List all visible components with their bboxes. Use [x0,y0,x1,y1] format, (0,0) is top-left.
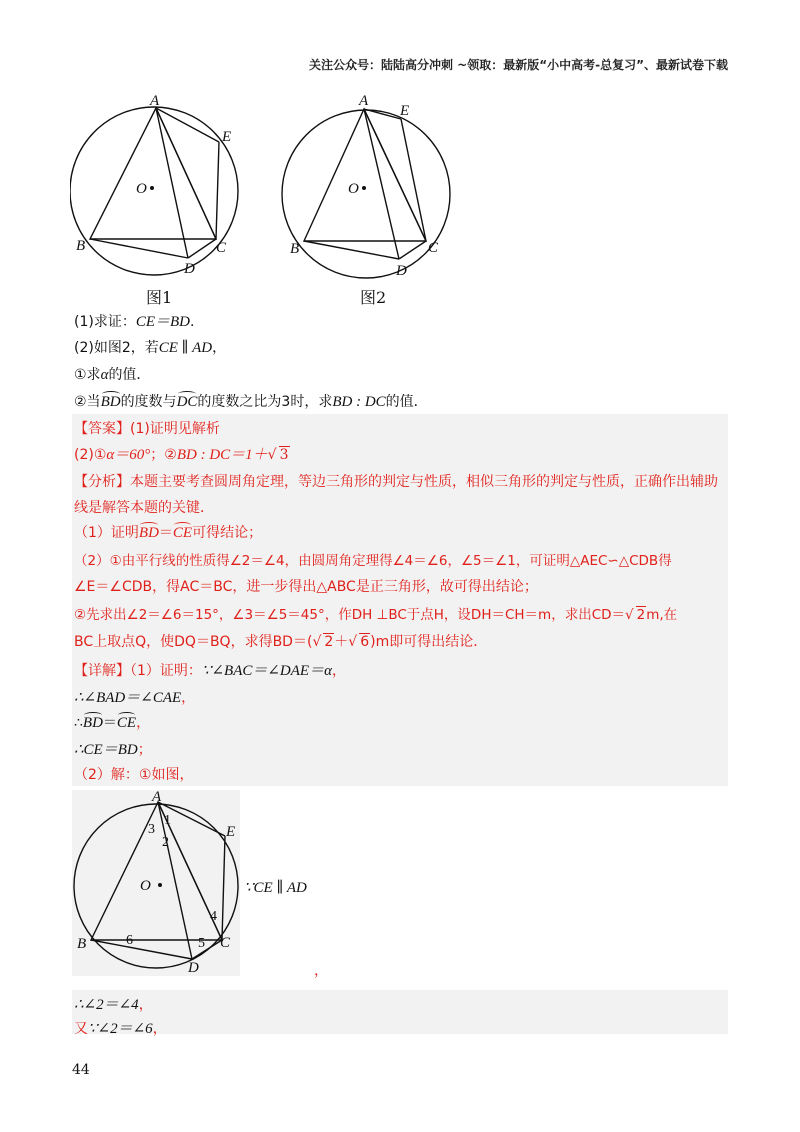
stray-comma: ， [314,963,328,979]
fig3-label-e: E [226,824,236,840]
fig3-angle-3: 3 [148,822,155,837]
analysis-line-7: BC上取点Q，使DQ＝BQ，求得BD＝(√ 2＋√ 6)m即可得出结论． [74,634,488,650]
fig3-label-b: B [77,936,87,952]
detail-line-7: 又∵∠2＝∠6， [74,1021,167,1037]
detail-line-5: （2）解：①如图， [74,767,194,783]
fig3-angle-1: 1 [164,813,171,828]
fig2-label-e: E [400,103,410,119]
detail-line-1: 【详解】（1）证明：∵∠BAC＝∠DAE＝α， [74,663,346,679]
fig1-triangle-abc [90,108,216,239]
fig2-label-b: B [290,241,300,257]
figure-1 [70,107,238,275]
question-2b: ②当BD的度数与DC的度数之比为3时，求BD : DC的值． [74,394,428,410]
fig3-angle-6: 6 [126,933,133,948]
fig1-line-ac [156,108,216,239]
fig3-angle-2: 2 [162,835,169,850]
fig2-line-ac [364,109,426,241]
detail-line-4: ∴CE＝BD； [74,742,152,758]
fig3-label-d: D [188,960,199,976]
fig1-line-dc [188,239,216,258]
fig2-label-d: D [396,263,407,279]
fig1-center-dot [150,186,154,190]
analysis-line-5: ∠E＝∠CDB，得AC＝BC，进一步得出△ABC是正三角形，故可得出结论； [74,579,538,595]
question-1: (1)求证：CE＝BD. [74,314,195,330]
fig2-line-ec [401,119,426,241]
fig2-label-c: C [428,240,439,256]
fig2-triangle-abc [304,109,426,241]
detail-line-3: ∴BD＝CE， [74,715,151,731]
fig1-label-o: O [136,181,147,197]
solution-shade-lower [72,990,728,1034]
question-2a: ①求α的值． [74,367,151,383]
fig2-label-a: A [359,93,369,109]
answer-line-2: (2)①α＝60°；②BD : DC＝1＋√ 3 [74,447,289,463]
analysis-line-1: 【分析】本题主要考查圆周角定理，等边三角形的判定与性质，相似三角形的判定与性质，正确作出辅助 [74,474,718,490]
fig2-line-bd [304,241,399,259]
analysis-line-3: （1）证明BD＝CE可得结论； [74,525,263,541]
figure-3-panel [72,790,240,976]
fig2-line-ad [364,109,399,259]
answer-line-1: 【答案】(1)证明见解析 [74,421,220,437]
circle-figures [70,92,490,307]
analysis-line-4: （2）①由平行线的性质得∠2＝∠4，由圆周角定理得∠4＝∠6，∠5＝∠1，可证明△AEC∽△CDB得 [74,553,672,569]
detail-line-2: ∴∠BAD＝∠CAE， [74,690,196,706]
fig1-caption: 图1 [146,288,173,307]
fig1-line-ad [156,108,188,258]
fig3-angle-4: 4 [210,909,217,924]
detail-line-6: ∴∠2＝∠4， [74,997,153,1013]
page-number: 44 [72,1062,90,1078]
fig2-center-dot [362,186,366,190]
fig1-label-c: C [216,240,227,256]
fig1-circle [70,107,238,275]
fig3-side-text: ∵CE ∥ AD [244,880,307,896]
fig1-line-ae [156,108,219,142]
fig2-label-o: O [348,181,359,197]
solution-shade [72,414,728,786]
fig2-caption: 图2 [360,288,387,307]
figure-2 [282,109,450,278]
fig1-line-bd [90,239,188,258]
fig3-label-c: C [220,935,231,951]
question-2: (2)如图2，若CE ∥ AD， [74,340,227,356]
fig1-label-a: A [150,93,160,109]
analysis-line-2: 线是解答本题的关键． [74,500,214,516]
fig3-label-a: A [152,790,162,805]
fig1-line-ec [216,142,219,239]
fig1-label-e: E [222,129,232,145]
fig1-label-d: D [184,261,195,277]
analysis-line-6: ②先求出∠2＝∠6＝15°，∠3＝∠5＝45°，作DH ⊥BC于点H，设DH＝CH＝m，求出CD＝√ 2m,在 [74,607,678,623]
fig2-line-ae [364,109,401,119]
figure-3 [72,790,240,976]
fig1-label-b: B [76,238,86,254]
fig3-label-o: O [140,878,151,894]
page-header: 关注公众号：陆陆高分冲刺 ~领取：最新版“小中高考-总复习”、最新试卷下载 [309,58,728,72]
fig3-angle-5: 5 [198,936,205,951]
